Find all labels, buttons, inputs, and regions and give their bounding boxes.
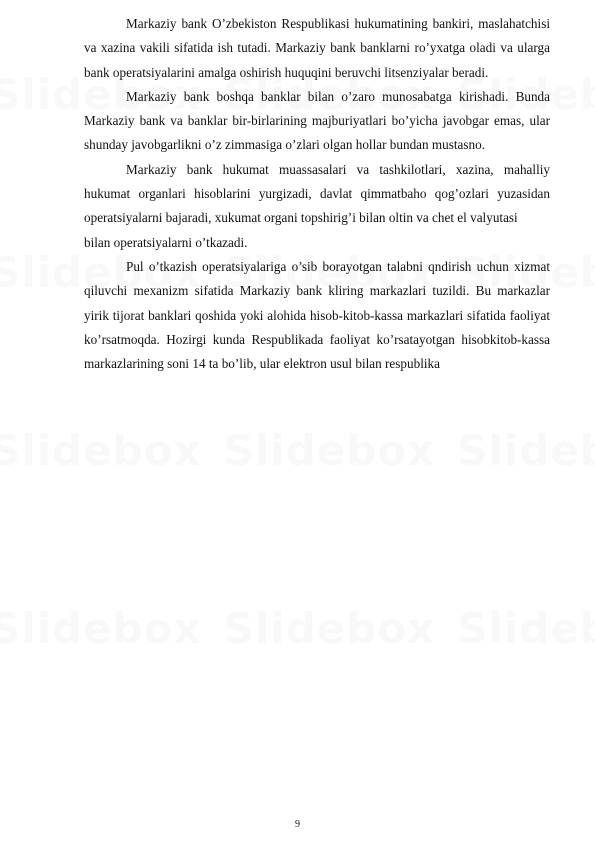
paragraph-clearing-centers: Pul o’tkazish operatsiyalariga o’sib borayotgan talabni qndirish uchun xizmat qiluvchi mexanizm sifatida Markaziy bank kliring markazlari tuzildi. Bu markazlar yirik tijorat banklari qoshida yoki alohida hisob-kitob-kassa markazlari sifatida faoliyat ko’rsatmoqda. Hozirgi kunda Respublikada faoliyat ko’rsatayotgan hisobkitob-kassa markazlarining soni 14 ta bo’lib, ular elektron usul bilan respublika bbox=[84, 258, 550, 372]
page-number: 9 bbox=[295, 819, 300, 830]
paragraph-government-accounts: Markaziy bank hukumat muassasalari va tashkilotlari, xazina, mahalliy hukumat organlari hisoblarini yurgizadi, davlat qimmatbaho qog’ozlari yuzasidan operatsiyalarni bajaradi, xukumat organi topshirig’i bilan oltin va chet el valyutasi bbox=[84, 161, 550, 226]
document-body bbox=[84, 12, 550, 376]
paragraph-central-bank-role: Markaziy bank O’zbekiston Respublikasi hukumatining bankiri, maslahatchisi va xazina vakili sifatida ish tutadi. Markaziy bank banklarni ro’yxatga oladi va ularga bank operatsiyalarini amalga oshirish huquqini beruvchi litsenziyalar beradi. bbox=[84, 16, 550, 80]
paragraph-continuation: bilan operatsiyalarni o’tkazadi. bbox=[84, 234, 248, 250]
paragraph-bank-relations: Markaziy bank boshqa banklar bilan o’zaro munosabatga kirishadi. Bunda Markaziy bank va banklar bir-birlarining majburiyatlari bo’yicha javobgar emas, ular shunday javobgarlikni o’z zimmasiga o’zlari olgan hollar bundan mustasno. bbox=[84, 88, 550, 153]
